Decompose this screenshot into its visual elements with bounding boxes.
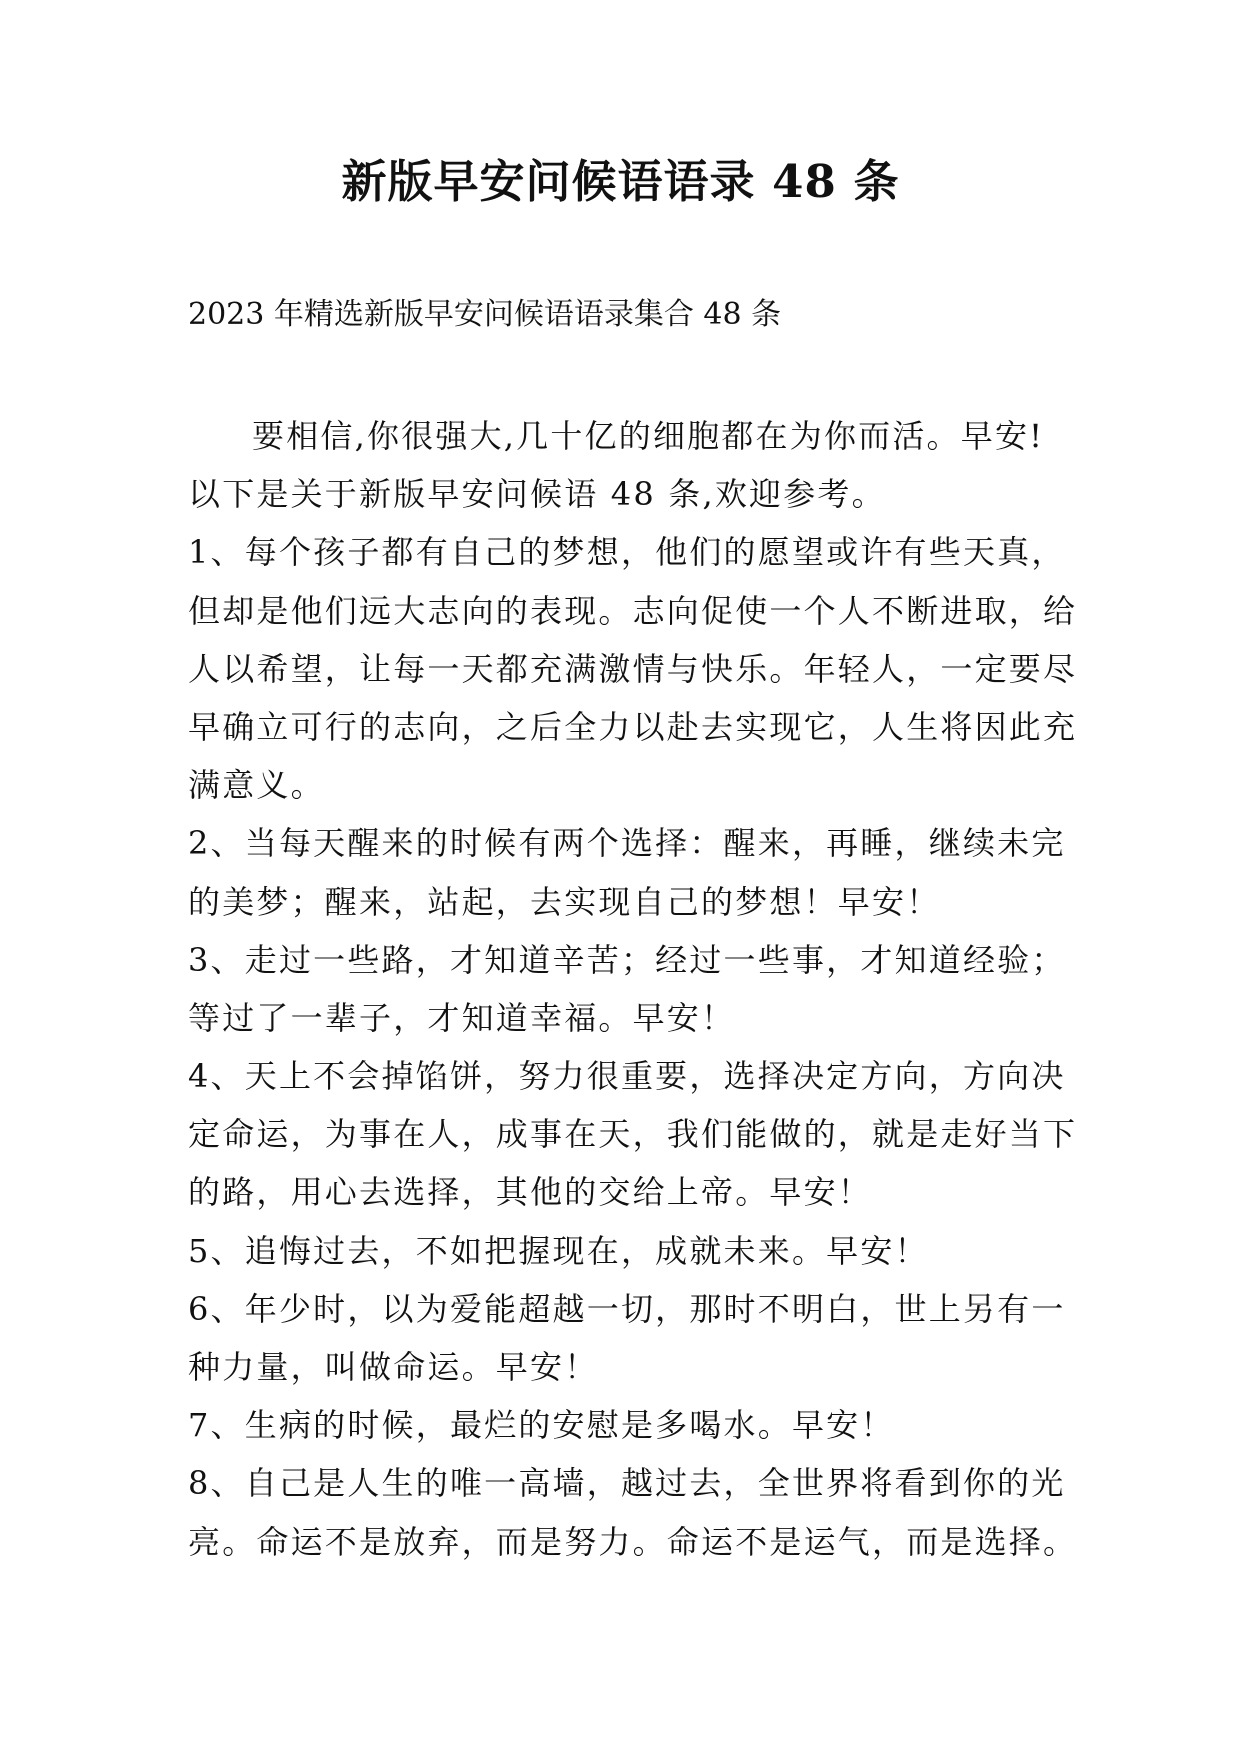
quote-line: 等过了一辈子，才知道幸福。早安！ (188, 998, 736, 1037)
quote-line: 4、天上不会掉馅饼，努力很重要，选择决定方向，方向决 (188, 1057, 1066, 1096)
quote-line: 人以希望，让每一天都充满激情与快乐。年轻人，一定要尽 (188, 649, 1078, 688)
quote-line: 种力量，叫做命运。早安！ (188, 1348, 599, 1386)
quote-line: 满意义。 (188, 766, 325, 805)
quote-line: 3、走过一些路，才知道辛苦；经过一些事，才知道经验； (188, 940, 1066, 979)
quote-line: 2、当每天醒来的时候有两个选择：醒来，再睡，继续未完 (188, 824, 1066, 863)
document-body (188, 407, 1078, 1571)
document-title: 新版早安问候语语录 48 条 (341, 155, 900, 208)
quote-line: 但却是他们远大志向的表现。志向促使一个人不断进取，给 (188, 591, 1078, 630)
quote-line: 5、追悔过去，不如把握现在，成就未来。早安！ (188, 1231, 929, 1270)
intro-line: 以下是关于新版早安问候语 48 条,欢迎参考。 (188, 475, 886, 514)
quote-line: 7、生病的时候，最烂的安慰是多喝水。早安！ (188, 1406, 895, 1445)
quote-line: 亮。命运不是放弃，而是努力。命运不是运气，而是选择。 (188, 1522, 1078, 1561)
intro-line: 要相信,你很强大,几十亿的细胞都在为你而活。早安! (252, 417, 1045, 455)
quote-line: 8、自己是人生的唯一高墙，越过去，全世界将看到你的光 (188, 1464, 1066, 1503)
document-subtitle: 2023 年精选新版早安问候语语录集合 48 条 (188, 297, 782, 332)
quote-line: 定命运，为事在人，成事在天，我们能做的，就是走好当下 (188, 1115, 1078, 1154)
quote-line: 的美梦；醒来，站起，去实现自己的梦想！早安！ (188, 882, 941, 921)
quote-line: 的路，用心去选择，其他的交给上帝。早安！ (188, 1173, 873, 1212)
quote-line: 早确立可行的志向，之后全力以赴去实现它，人生将因此充 (188, 707, 1078, 746)
quote-line: 6、年少时，以为爱能超越一切，那时不明白，世上另有一 (188, 1289, 1066, 1328)
quote-line: 1、每个孩子都有自己的梦想，他们的愿望或许有些天真， (188, 533, 1066, 572)
